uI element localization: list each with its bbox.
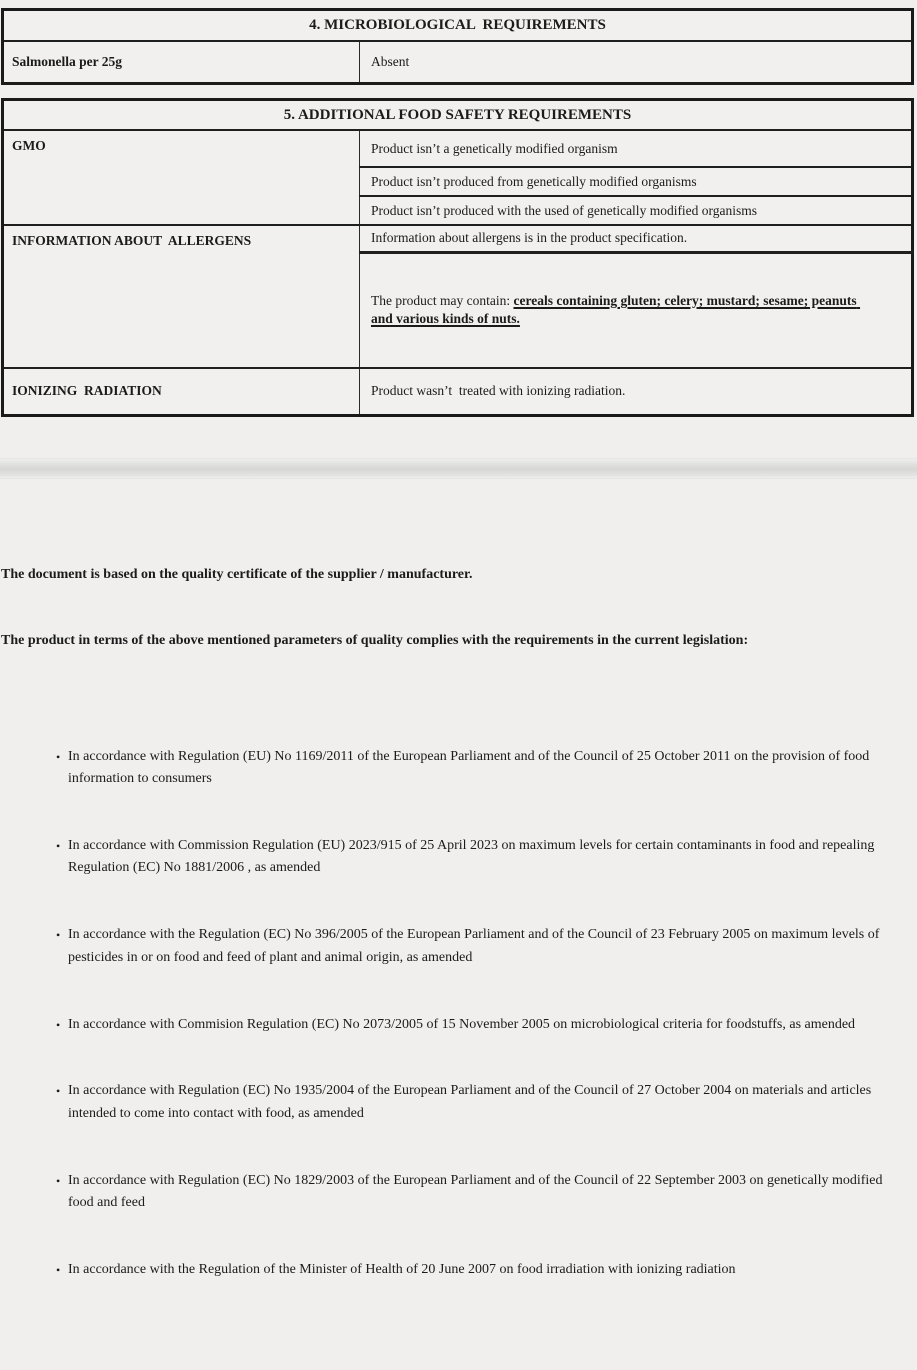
section-header-food-safety: 5. ADDITIONAL FOOD SAFETY REQUIREMENTS [3,100,913,131]
food-safety-requirements-table [1,98,914,417]
parameter-label-salmonella: Salmonella per 25g [3,41,360,84]
table-row [3,41,913,84]
parameter-label-allergens: INFORMATION ABOUT ALLERGENS [3,225,360,368]
regulation-item-1: • In accordance with Regulation (EU) No 1169/2011 of the European Parliament and of the Council of 25 October 2011 on the provision of food information to consumers [1,746,893,791]
compliance-statement: The product in terms of the above mentioned parameters of quality complies with the requirements in the current legislation: [1,633,749,649]
section-header-microbiological: 4. MICROBIOLOGICAL REQUIREMENTS [3,10,913,41]
regulation-item-6: • In accordance with Regulation (EC) No 1829/2003 of the European Parliament and of the Council of 22 September 2003 on genetically modified food and feed [1,1170,893,1215]
regulation-item-5: • In accordance with Regulation (EC) No 1935/2004 of the European Parliament and of the Council of 27 October 2004 on materials and articles intended to come into contact with food, as amended [1,1080,893,1125]
gmo-statement-3: Product isn’t produced with the used of genetically modified organisms [360,196,913,225]
table-row [3,368,913,415]
parameter-label-gmo: GMO [3,130,360,225]
top-margin [0,0,917,8]
table-row [3,130,913,167]
ionizing-radiation-statement: Product wasn’t treated with ionizing radiation. [360,368,913,415]
basis-statement: The document is based on the quality certificate of the supplier / manufacturer. [1,566,473,582]
allergens-statement-2 [360,252,913,368]
allergens-may-contain-list: cereals containing gluten; celery; mustard; sesame; peanuts and various kinds of nuts. [371,293,861,327]
regulation-item-4: • In accordance with Commision Regulation (EC) No 2073/2005 of 15 November 2005 on microbiological criteria for foodstuffs, as amended [1,1014,893,1036]
table-gap [0,85,917,98]
parameter-label-ionizing-radiation: IONIZING RADIATION [3,368,360,415]
regulation-item-7: • In accordance with the Regulation of the Minister of Health of 20 June 2007 on food irradiation with ionizing radiation [1,1259,893,1281]
regulation-item-2: • In accordance with Commission Regulation (EU) 2023/915 of 25 April 2023 on maximum levels for certain contaminants in food and repealing Regulation (EC) No 1881/2006 , as amended [1,835,893,880]
regulation-item-3: • In accordance with the Regulation (EC) No 396/2005 of the European Parliament and of the Council of 23 February 2005 on maximum levels of pesticides in or on food and feed of plant and animal origin, as amended [1,924,893,969]
gmo-statement-1: Product isn’t a genetically modified organism [360,130,913,167]
gmo-statement-2: Product isn’t produced from genetically modified organisms [360,167,913,196]
allergens-may-contain-prefix: The product may contain: [371,293,514,309]
parameter-value-salmonella: Absent [360,41,913,84]
allergens-statement-1: Information about allergens is in the product specification. [360,225,913,252]
table-row [3,225,913,252]
legislation-text-block [0,519,893,1370]
regulation-list [1,701,893,1325]
microbiological-requirements-table [1,8,914,85]
page-separator [0,458,917,479]
